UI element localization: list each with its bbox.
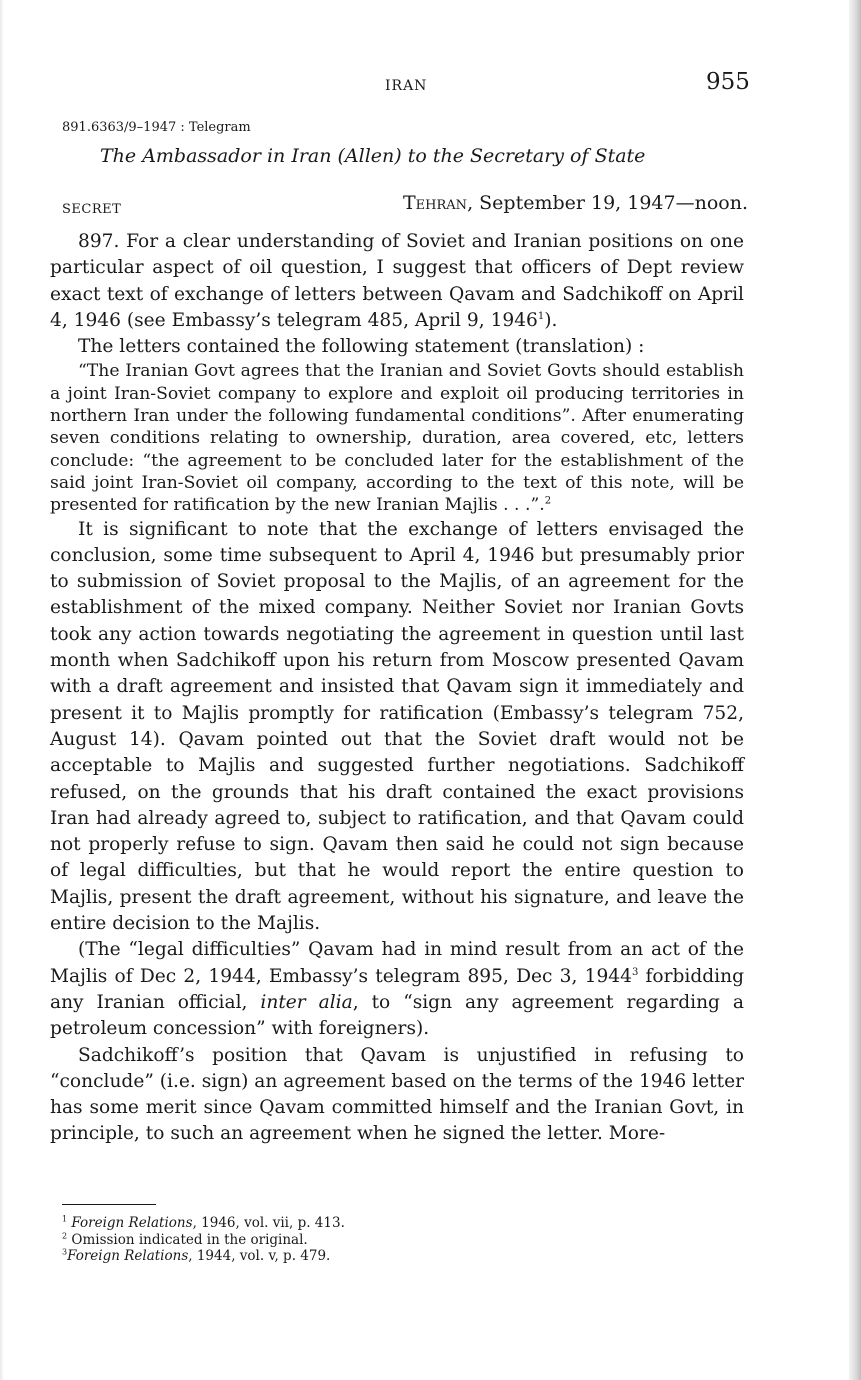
footnote-ref-3: 3 — [631, 966, 639, 978]
paragraph-4-text-b: forbidding any Iranian official, — [50, 965, 744, 1013]
footnote-ref-2: 2 — [544, 495, 552, 507]
paragraph-1 — [50, 229, 744, 334]
page-number: 955 — [706, 69, 750, 95]
quoted-statement-text: “The Iranian Govt agrees that the Iranian and Soviet Govts should establish a joint Iran-Soviet company to explore and exploit oil producing territories in northern Iran under the following fundamental conditions”. After enumerating seven conditions relating to ownership, duration, area covered, etc, letters conclude: “the agreement to be concluded later for the establishment of the said joint Iran-Soviet oil company, according to the text of this note, will be presented for ratification by the new Iranian Majlis . . .”. — [50, 361, 744, 516]
footnote-2-text: Omission indicated in the original. — [71, 1231, 308, 1248]
paragraph-4-text-c: , to “sign any agreement regarding a petroleum concession” with foreigners). — [50, 991, 744, 1040]
inter-alia-italic: inter alia — [260, 991, 353, 1013]
running-head-title: IRAN — [385, 78, 428, 94]
paragraph-1-end: ). — [544, 309, 558, 331]
footnote-2-number: 2 — [62, 1231, 68, 1240]
paragraph-4 — [50, 937, 744, 1042]
footnote-2 — [62, 1232, 662, 1249]
footnote-ref-1: 1 — [537, 310, 545, 322]
dateline — [62, 192, 748, 222]
place-name: Tehran — [403, 192, 468, 214]
telegram-body — [50, 229, 744, 1148]
paragraph-4-text-a: (The “legal difficulties” Qavam had in mind result from an act of the Majlis of Dec 2, 1944, Embassy’s telegram 895, Dec 3, 1944 — [50, 939, 744, 987]
footnotes — [62, 1215, 662, 1265]
footnote-3-source: Foreign Relations — [67, 1248, 189, 1264]
footnote-3 — [62, 1248, 662, 1265]
footnote-1-text: , 1946, vol. vii, p. 413. — [192, 1215, 345, 1231]
running-head — [0, 69, 861, 95]
document-title: The Ambassador in Iran (Allen) to the Secretary of State — [100, 145, 646, 167]
paragraph-2: The letters contained the following statement (translation) : — [78, 336, 645, 358]
quoted-statement — [50, 360, 744, 516]
footnote-1-source: Foreign Relations — [71, 1215, 193, 1231]
footnote-3-text: , 1944, vol. v, p. 479. — [188, 1248, 331, 1264]
footnote-3-number: 3 — [62, 1247, 68, 1257]
paragraph-1-text: 897. For a clear understanding of Soviet and Iranian positions on one particular aspect of oil question, I suggest that officers of Dept review exact text of exchange of letters between Qavam and Sadchikoff on April 4, 1946 (see Embassy’s telegram 485, April 9, 1946 — [50, 231, 744, 331]
classification-label: SECRET — [62, 202, 122, 217]
page-binding-edge — [849, 0, 861, 1380]
footnote-1 — [62, 1215, 662, 1232]
footnote-1-number: 1 — [62, 1214, 68, 1224]
paragraph-5: Sadchikoff’s position that Qavam is unjustified in refusing to “conclude” (i.e. sign) an agreement based on the terms of the 1946 letter has some merit since Qavam committed himself and the Iranian Govt, in principle, to such an agreement when he signed the letter. More- — [50, 1044, 744, 1145]
date-text: , September 19, 1947—noon. — [467, 192, 748, 214]
footnote-divider — [62, 1204, 156, 1205]
paragraph-3: It is significant to note that the exchange of letters envisaged the conclusion, some time subsequent to April 4, 1946 but presumably prior to submission of Soviet proposal to the Majlis, of an agreement for the establishment of the mixed company. Neither Soviet nor Iranian Govts took any action towards negotiating the agreement in question until last month when Sadchikoff upon his return from Moscow presented Qavam with a draft agreement and insisted that Qavam sign it immediately and present it to Majlis promptly for ratification (Embassy’s telegram 752, August 14). Qavam pointed out that the Soviet draft would not be acceptable to Majlis and suggested further negotiations. Sadchikoff refused, on the grounds that his draft contained the exact provisions Iran had already agreed to, subject to ratification, and that Qavam could not properly refuse to sign. Qavam then said he could not sign because of legal difficulties, but that he would report the entire question to Majlis, present the draft agreement, without his signature, and leave the entire decision to the Majlis. — [50, 518, 744, 935]
file-reference: 891.6363/9–1947 : Telegram — [62, 120, 251, 135]
page-left-edge — [0, 0, 4, 1380]
place-date — [403, 192, 748, 214]
